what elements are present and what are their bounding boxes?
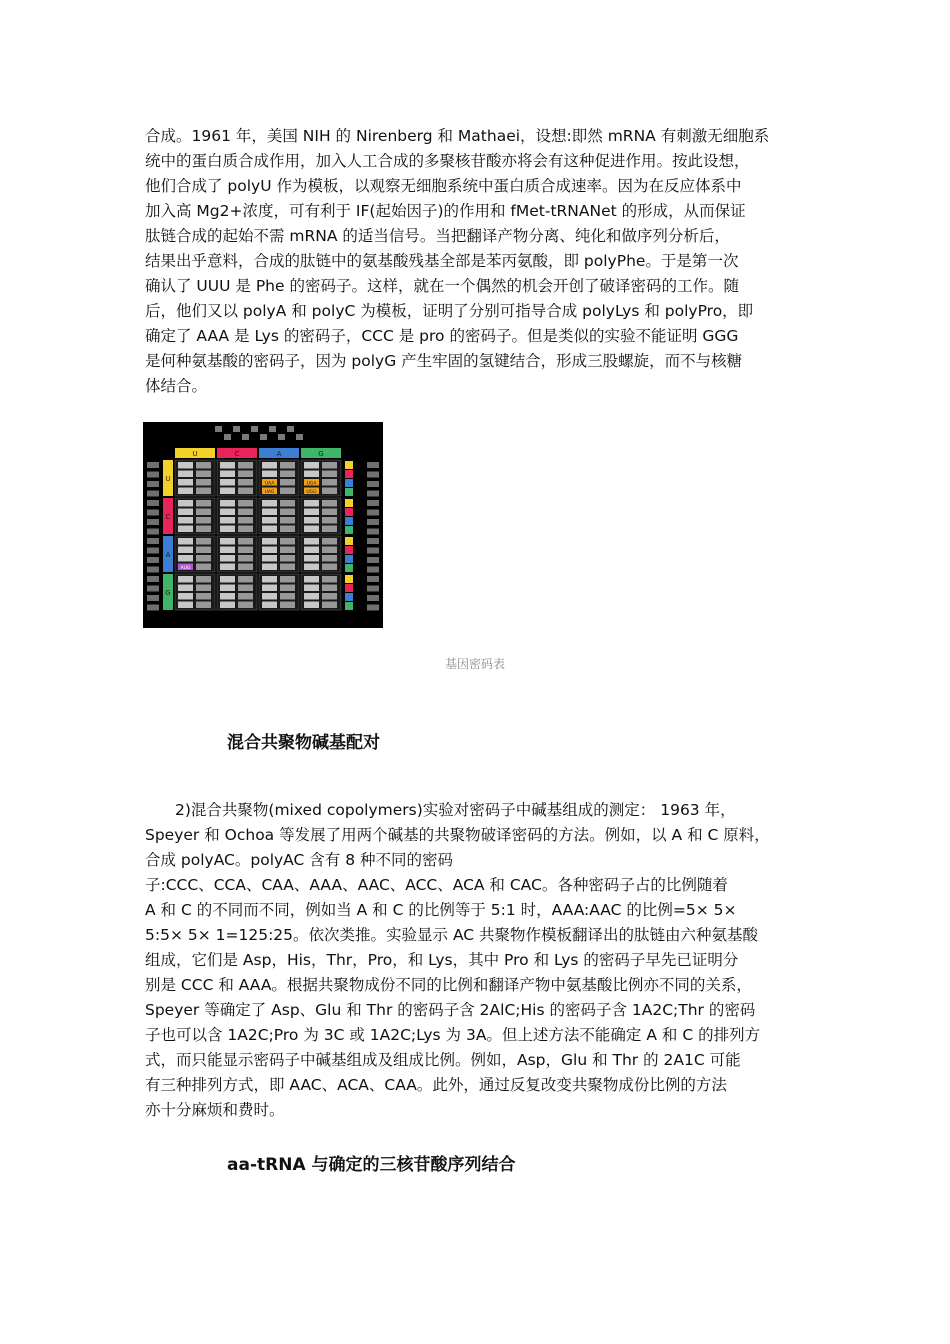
amino-acid-entry	[196, 576, 211, 583]
amino-acid-entry	[322, 517, 337, 524]
amino-acid-entry	[196, 602, 211, 609]
amino-acid-entry	[322, 500, 337, 507]
third-base-marker	[345, 461, 353, 469]
paragraph1-line: 结果出乎意料，合成的肽链中的氨基酸残基全部是苯丙氨酸，即 polyPhe。于是第一次	[145, 252, 739, 270]
codon-entry	[220, 602, 235, 609]
paragraph1-line: 确认了 UUU 是 Phe 的密码子。这样，就在一个偶然的机会开创了破译密码的工作。随	[145, 277, 739, 295]
amino-acid-entry	[322, 509, 337, 516]
codon-entry	[178, 479, 193, 486]
third-base-marker	[345, 546, 353, 554]
side-amino-acid-icon	[367, 567, 379, 573]
amino-acid-entry	[280, 462, 295, 469]
row-base-label: G	[165, 589, 171, 597]
codon-entry	[304, 585, 319, 592]
codon-entry	[178, 462, 193, 469]
codon-entry	[304, 593, 319, 600]
paragraph2-line: 有三种排列方式，即 AAC、ACA、CAA。此外，通过反复改变共聚物成份比例的方法	[145, 1076, 727, 1094]
top-amino-acid-icon	[260, 434, 267, 440]
side-amino-acid-icon	[147, 500, 159, 506]
codon-entry	[304, 509, 319, 516]
amino-acid-entry	[196, 517, 211, 524]
top-amino-acid-icon	[242, 434, 249, 440]
side-amino-acid-icon	[147, 586, 159, 592]
paragraph2-line: 2)混合共聚物(mixed copolymers)实验对密码子中碱基组成的测定： 1963 年，	[175, 801, 736, 819]
amino-acid-entry	[238, 471, 253, 478]
amino-acid-entry	[280, 564, 295, 571]
top-amino-acid-icon	[296, 434, 303, 440]
codon-entry	[220, 555, 235, 562]
amino-acid-entry	[196, 488, 211, 495]
amino-acid-entry	[196, 471, 211, 478]
side-amino-acid-icon	[367, 605, 379, 611]
third-base-marker	[345, 517, 353, 525]
start-codon-label: AUG	[180, 566, 191, 572]
amino-acid-entry	[238, 479, 253, 486]
paragraph1-line: 肽链合成的起始不需 mRNA 的适当信号。当把翻译产物分离、纯化和做序列分析后，	[145, 227, 730, 245]
amino-acid-entry	[196, 555, 211, 562]
codon-entry	[262, 547, 277, 554]
amino-acid-entry	[322, 576, 337, 583]
codon-entry	[262, 593, 277, 600]
stop-codon-label: UGG	[306, 490, 317, 496]
side-amino-acid-icon	[367, 548, 379, 554]
amino-acid-entry	[196, 509, 211, 516]
codon-entry	[178, 471, 193, 478]
side-amino-acid-icon	[147, 576, 159, 582]
codon-entry	[220, 471, 235, 478]
codon-entry	[178, 526, 193, 533]
amino-acid-entry	[196, 564, 211, 571]
amino-acid-entry	[322, 585, 337, 592]
stop-codon-label: UAA	[264, 481, 275, 487]
codon-entry	[178, 509, 193, 516]
codon-entry	[262, 585, 277, 592]
top-amino-acid-icon	[278, 434, 285, 440]
section-heading-mixed-copolymers: 混合共聚物碱基配对	[227, 733, 380, 753]
codon-entry	[178, 547, 193, 554]
paragraph2-line: 子也可以含 1A2C;Pro 为 3C 或 1A2C;Lys 为 3A。但上述方法不能确定 A 和 C 的排列方	[145, 1026, 761, 1044]
paragraph1-line: 合成。1961 年，美国 NIH 的 Nirenberg 和 Mathaei，设想:即然 mRNA 有刺激无细胞系	[145, 127, 770, 145]
paragraph2-line: 亦十分麻烦和费时。	[145, 1101, 285, 1119]
amino-acid-entry	[322, 564, 337, 571]
amino-acid-entry	[280, 593, 295, 600]
amino-acid-entry	[280, 517, 295, 524]
amino-acid-entry	[322, 602, 337, 609]
amino-acid-entry	[322, 471, 337, 478]
amino-acid-entry	[238, 576, 253, 583]
paragraph1-line: 是何种氨基酸的密码子，因为 polyG 产生牢固的氢键结合，形成三股螺旋，而不与核糖	[145, 352, 743, 370]
codon-entry	[178, 593, 193, 600]
amino-acid-entry	[238, 526, 253, 533]
side-amino-acid-icon	[367, 510, 379, 516]
paragraph1-line: 确定了 AAA 是 Lys 的密码子，CCC 是 pro 的密码子。但是类似的实验不能证明 GGG	[145, 327, 739, 345]
amino-acid-entry	[238, 462, 253, 469]
codon-entry	[178, 500, 193, 507]
top-amino-acid-icon	[224, 434, 231, 440]
codon-entry	[304, 500, 319, 507]
side-amino-acid-icon	[367, 519, 379, 525]
side-amino-acid-icon	[367, 491, 379, 497]
side-amino-acid-icon	[367, 462, 379, 468]
amino-acid-entry	[322, 462, 337, 469]
side-amino-acid-icon	[367, 529, 379, 535]
side-amino-acid-icon	[367, 538, 379, 544]
column-base-label: A	[276, 450, 282, 458]
codon-entry	[220, 585, 235, 592]
codon-entry	[262, 509, 277, 516]
amino-acid-entry	[322, 555, 337, 562]
codon-entry	[262, 517, 277, 524]
codon-entry	[304, 564, 319, 571]
amino-acid-entry	[196, 547, 211, 554]
genetic-code-table-figure	[143, 422, 383, 628]
codon-entry	[220, 526, 235, 533]
paragraph2-line: Speyer 等确定了 Asp、Glu 和 Thr 的密码子含 2AlC;His 的密码子含 1A2C;Thr 的密码	[145, 1001, 756, 1019]
codon-entry	[304, 547, 319, 554]
side-amino-acid-icon	[367, 481, 379, 487]
amino-acid-entry	[280, 547, 295, 554]
paragraph-codon-discovery	[145, 124, 817, 399]
third-base-marker	[345, 470, 353, 478]
side-amino-acid-icon	[367, 472, 379, 478]
amino-acid-entry	[280, 526, 295, 533]
side-amino-acid-icon	[367, 500, 379, 506]
codon-entry	[262, 462, 277, 469]
amino-acid-entry	[238, 602, 253, 609]
codon-entry	[220, 576, 235, 583]
figure-caption: 基因密码表	[444, 657, 505, 671]
codon-entry	[304, 555, 319, 562]
amino-acid-entry	[280, 555, 295, 562]
stop-codon-label: UAG	[264, 490, 275, 496]
codon-entry	[220, 479, 235, 486]
codon-entry	[262, 500, 277, 507]
codon-entry	[262, 602, 277, 609]
amino-acid-entry	[280, 576, 295, 583]
side-amino-acid-icon	[367, 576, 379, 582]
codon-entry	[220, 564, 235, 571]
third-base-marker	[345, 593, 353, 601]
amino-acid-entry	[196, 538, 211, 545]
amino-acid-entry	[238, 593, 253, 600]
third-base-marker	[345, 575, 353, 583]
codon-entry	[304, 462, 319, 469]
side-amino-acid-icon	[147, 481, 159, 487]
codon-entry	[262, 471, 277, 478]
amino-acid-entry	[280, 488, 295, 495]
third-base-marker	[345, 602, 353, 610]
codon-entry	[220, 593, 235, 600]
third-base-marker	[345, 555, 353, 563]
column-base-label: G	[318, 450, 324, 458]
codon-entry	[220, 488, 235, 495]
amino-acid-entry	[238, 585, 253, 592]
amino-acid-entry	[196, 585, 211, 592]
amino-acid-entry	[322, 547, 337, 554]
codon-entry	[178, 576, 193, 583]
amino-acid-entry	[238, 500, 253, 507]
codon-entry	[178, 555, 193, 562]
column-base-label: C	[234, 450, 240, 458]
amino-acid-entry	[238, 547, 253, 554]
paragraph1-line: 他们合成了 polyU 作为模板，以观察无细胞系统中蛋白质合成速率。因为在反应体系中	[145, 177, 742, 195]
side-amino-acid-icon	[147, 491, 159, 497]
amino-acid-entry	[238, 517, 253, 524]
amino-acid-entry	[238, 564, 253, 571]
paragraph-mixed-copolymers	[145, 798, 817, 1123]
codon-entry	[178, 585, 193, 592]
side-amino-acid-icon	[147, 548, 159, 554]
amino-acid-entry	[280, 479, 295, 486]
codon-entry	[304, 576, 319, 583]
paragraph1-line: 统中的蛋白质合成作用，加入人工合成的多聚核苷酸亦将会有这种促进作用。按此设想，	[145, 152, 750, 170]
amino-acid-entry	[238, 555, 253, 562]
side-amino-acid-icon	[367, 557, 379, 563]
codon-entry	[304, 517, 319, 524]
codon-entry	[178, 517, 193, 524]
side-amino-acid-icon	[147, 529, 159, 535]
amino-acid-entry	[280, 500, 295, 507]
paragraph2-line: 子:CCC、CCA、CAA、AAA、AAC、ACC、ACA 和 CAC。各种密码子占的比例随着	[145, 876, 728, 894]
paragraph2-line: A 和 C 的不同而不同，例如当 A 和 C 的比例等于 5:1 时，AAA:AAC 的比例=5× 5×	[145, 901, 737, 919]
amino-acid-entry	[322, 479, 337, 486]
amino-acid-entry	[280, 585, 295, 592]
codon-entry	[220, 517, 235, 524]
amino-acid-entry	[196, 526, 211, 533]
third-base-marker	[345, 499, 353, 507]
codon-entry	[262, 576, 277, 583]
paragraph2-line: 组成，它们是 Asp，His，Thr，Pro，和 Lys，其中 Pro 和 Lys 的密码子早先已证明分	[145, 951, 739, 969]
amino-acid-entry	[280, 538, 295, 545]
amino-acid-entry	[280, 509, 295, 516]
amino-acid-entry	[322, 593, 337, 600]
amino-acid-entry	[238, 509, 253, 516]
top-amino-acid-icon	[287, 426, 294, 432]
codon-entry	[220, 462, 235, 469]
third-base-marker	[345, 488, 353, 496]
side-amino-acid-icon	[147, 595, 159, 601]
row-base-label: C	[165, 513, 171, 521]
row-base-label: U	[165, 475, 171, 483]
paragraph1-line: 后，他们又以 polyA 和 polyC 为模板，证明了分别可指导合成 polyLys 和 polyPro，即	[145, 302, 754, 320]
paragraph2-line: 式，而只能显示密码子中碱基组成及组成比例。例如，Asp，Glu 和 Thr 的 2A1C 可能	[145, 1051, 741, 1069]
side-amino-acid-icon	[367, 595, 379, 601]
side-amino-acid-icon	[147, 538, 159, 544]
amino-acid-entry	[238, 538, 253, 545]
codon-entry	[304, 602, 319, 609]
third-base-marker	[345, 584, 353, 592]
top-amino-acid-icon	[251, 426, 258, 432]
codon-entry	[178, 602, 193, 609]
side-amino-acid-icon	[147, 605, 159, 611]
side-amino-acid-icon	[147, 557, 159, 563]
amino-acid-entry	[322, 526, 337, 533]
third-base-marker	[345, 564, 353, 572]
amino-acid-entry	[196, 462, 211, 469]
top-amino-acid-icon	[233, 426, 240, 432]
side-amino-acid-icon	[147, 462, 159, 468]
paragraph2-line: 合成 polyAC。polyAC 含有 8 种不同的密码	[145, 851, 453, 869]
paragraph1-line: 加入高 Mg2+浓度，可有利于 IF(起始因子)的作用和 fMet-tRNANet 的形成，从而保证	[145, 202, 746, 220]
amino-acid-entry	[196, 500, 211, 507]
codon-entry	[262, 526, 277, 533]
codon-entry	[304, 526, 319, 533]
amino-acid-entry	[238, 488, 253, 495]
codon-entry	[220, 509, 235, 516]
side-amino-acid-icon	[147, 567, 159, 573]
third-base-marker	[345, 537, 353, 545]
amino-acid-entry	[196, 479, 211, 486]
amino-acid-entry	[322, 538, 337, 545]
codon-entry	[178, 538, 193, 545]
codon-entry	[262, 538, 277, 545]
codon-entry	[220, 500, 235, 507]
side-amino-acid-icon	[147, 472, 159, 478]
amino-acid-entry	[322, 488, 337, 495]
side-amino-acid-icon	[367, 586, 379, 592]
amino-acid-entry	[280, 602, 295, 609]
codon-entry	[220, 547, 235, 554]
row-base-label: A	[165, 551, 171, 559]
side-amino-acid-icon	[147, 510, 159, 516]
paragraph2-line: 5:5× 5× 1=125:25。依次类推。实验显示 AC 共聚物作模板翻译出的肽链由六种氨基酸	[145, 926, 759, 944]
section-heading-aa-trna: aa-tRNA 与确定的三核苷酸序列结合	[227, 1155, 516, 1175]
codon-entry	[178, 488, 193, 495]
genetic-code-table	[143, 422, 383, 628]
codon-entry	[262, 564, 277, 571]
top-amino-acid-icon	[269, 426, 276, 432]
amino-acid-entry	[196, 593, 211, 600]
column-base-label: U	[192, 450, 198, 458]
paragraph2-line: 别是 CCC 和 AAA。根据共聚物成份不同的比例和翻译产物中氨基酸比例亦不同的关系，	[145, 976, 752, 994]
paragraph2-line: Speyer 和 Ochoa 等发展了用两个碱基的共聚物破译密码的方法。例如，以 A 和 C 原料，	[145, 826, 770, 844]
top-amino-acid-icon	[215, 426, 222, 432]
side-amino-acid-icon	[147, 519, 159, 525]
third-base-marker	[345, 508, 353, 516]
third-base-marker	[345, 479, 353, 487]
third-base-marker	[345, 526, 353, 534]
amino-acid-entry	[280, 471, 295, 478]
codon-entry	[304, 538, 319, 545]
codon-entry	[262, 555, 277, 562]
stop-codon-label: UGA	[306, 481, 317, 487]
codon-entry	[220, 538, 235, 545]
codon-entry	[304, 471, 319, 478]
paragraph1-line: 体结合。	[145, 377, 208, 395]
